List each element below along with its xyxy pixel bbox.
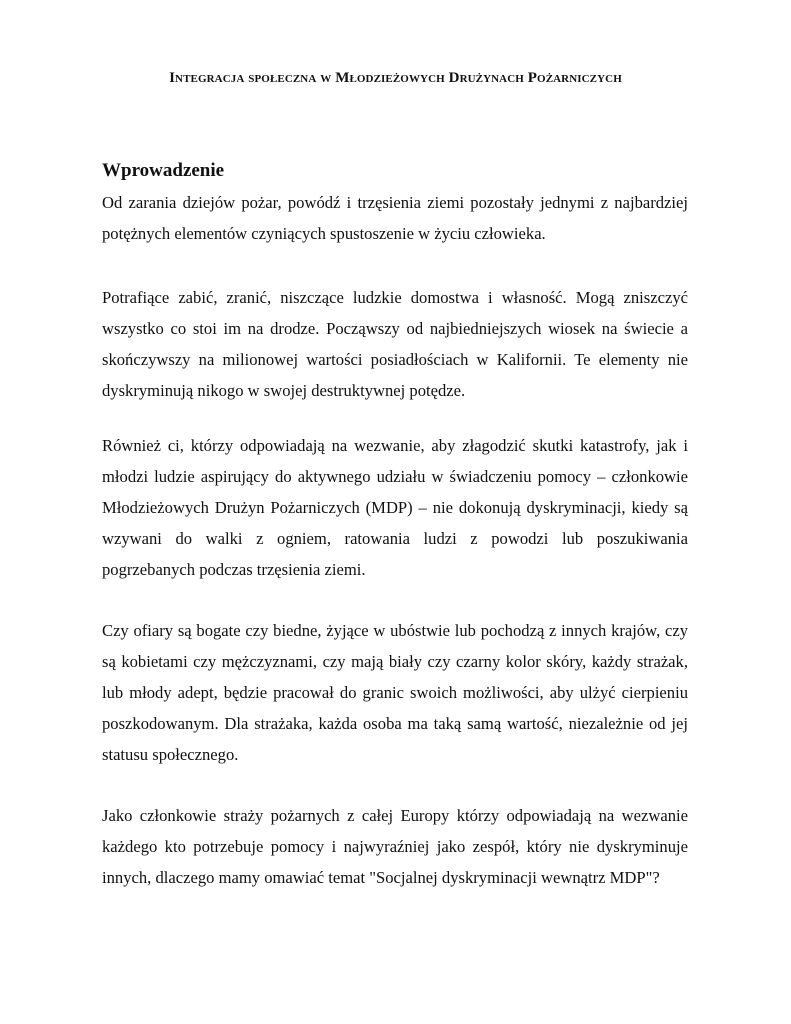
paragraph-intro: Od zarania dziejów pożar, powódź i trzęsienia ziemi pozostały jednymi z najbardziej potężnych elementów czyniących spustoszenie w życiu człowieka. <box>102 193 688 243</box>
paragraph-destruction: Potrafiące zabić, zranić, niszczące ludzkie domostwa i własność. Mogą zniszczyć wszystko co stoi im na drodze. Począwszy od najbiedniejszych wiosek na świecie a skończywszy na milionowej wartości posiadłościach w Kalifornii. Te elementy nie dyskryminują nikogo w swojej destruktywnej potędze. <box>102 288 688 400</box>
paragraph-victims: Czy ofiary są bogate czy biedne, żyjące w ubóstwie lub pochodzą z innych krajów, czy są kobietami czy mężczyznami, czy mają biały czy czarny kolor skóry, każdy strażak, lub młody adept, będzie pracował do granic swoich możliwości, aby ulżyć cierpieniu poszkodowanym. Dla strażaka, każda osoba ma taką samą wartość, niezależnie od jej statusu społecznego. <box>102 621 688 764</box>
paragraph-responders: Również ci, którzy odpowiadają na wezwanie, aby złagodzić skutki katastrofy, jak i młodzi ludzie aspirujący do aktywnego udziału w świadczeniu pomocy – członkowie Młodzieżowych Drużyn Pożarniczych (MDP) – nie dokonują dyskryminacji, kiedy są wzywani do walki z ogniem, ratowania ludzi z powodzi lub poszukiwania pogrzebanych podczas trzęsienia ziemi. <box>102 436 688 579</box>
document-title: Integracja społeczna w Młodzieżowych Drużynach Pożarniczych <box>169 70 622 86</box>
section-heading: Wprowadzenie <box>102 160 225 181</box>
paragraph-question: Jako członkowie straży pożarnych z całej Europy którzy odpowiadają na wezwanie każdego kto potrzebuje pomocy i najwyraźniej jako zespół, który nie dyskryminuje innych, dlaczego mamy omawiać temat "Socjalnej dyskryminacji wewnątrz MDP"? <box>102 806 688 887</box>
